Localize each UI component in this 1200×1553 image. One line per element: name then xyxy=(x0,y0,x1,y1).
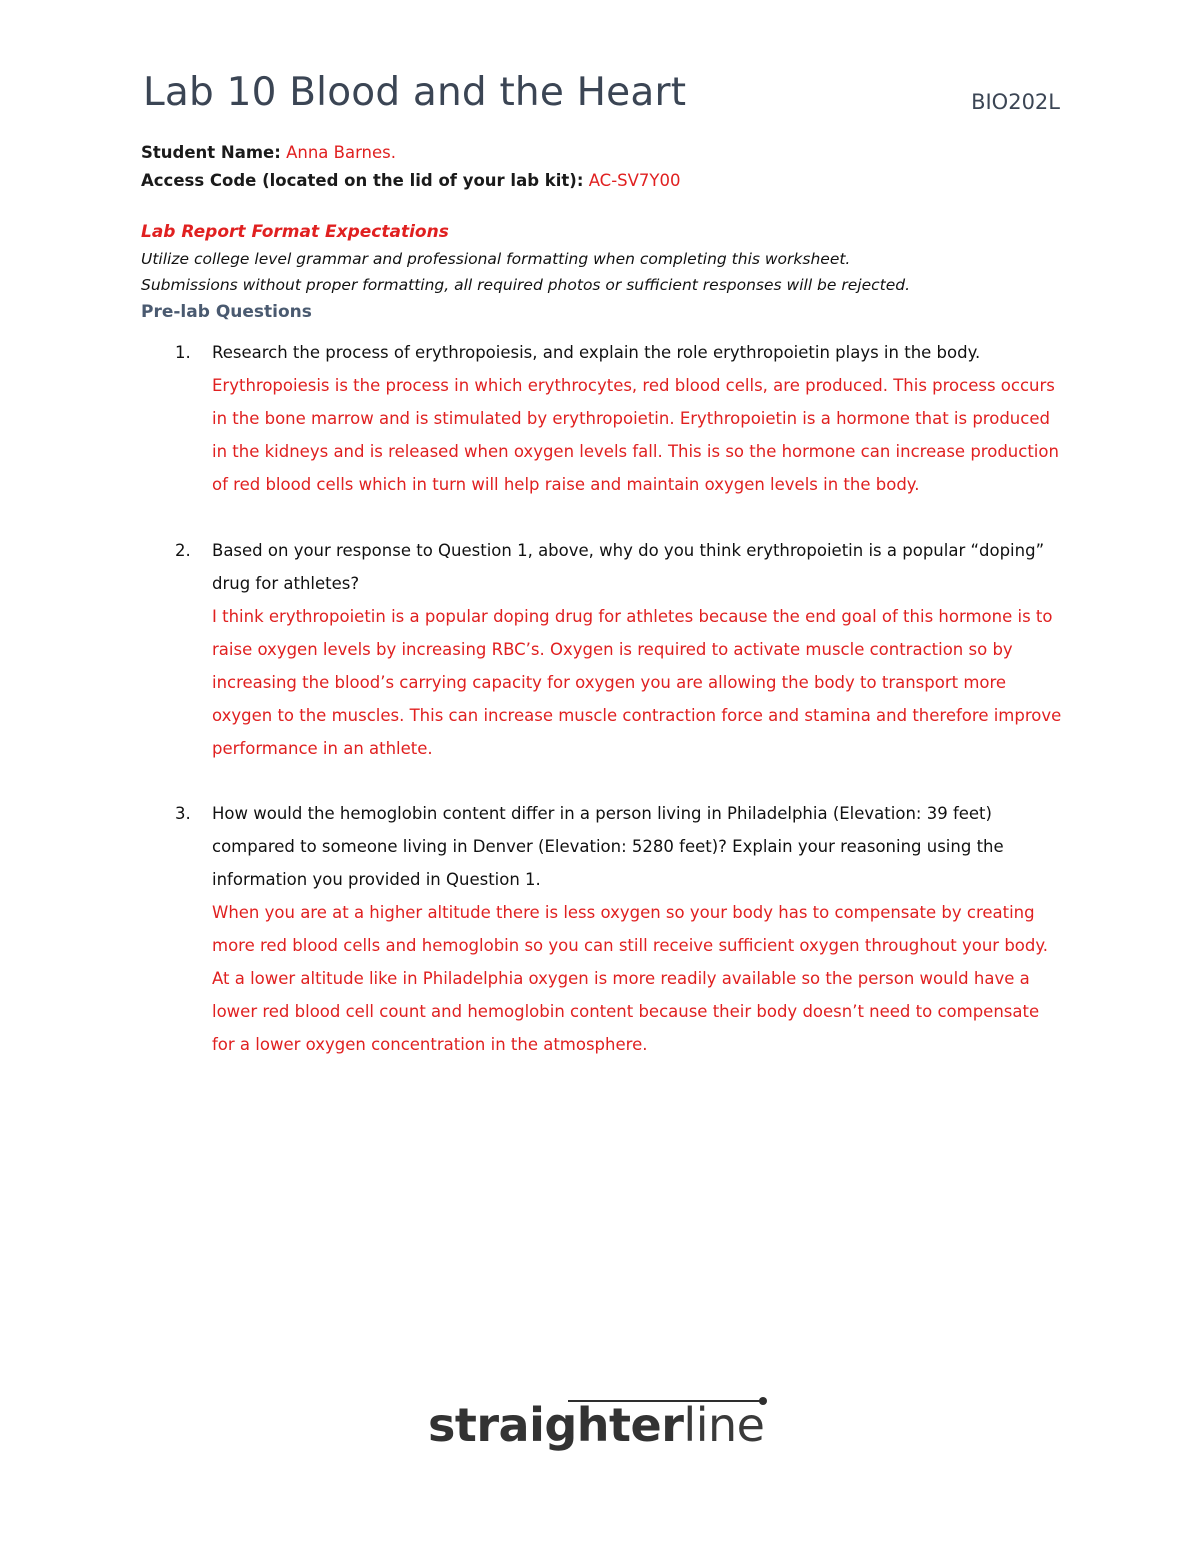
question-text: Based on your response to Question 1, above, why do you think erythropoietin is a popular “doping” drug for athletes? xyxy=(212,541,1045,593)
question-number: 2. xyxy=(175,541,191,560)
logo-light-text: line xyxy=(683,1398,765,1452)
straighterline-logo xyxy=(428,1396,768,1466)
prelab-heading: Pre-lab Questions xyxy=(141,302,312,322)
answer-text: Erythropoiesis is the process in which erythrocytes, red blood cells, are produced. This process occurs in the bone marrow and is stimulated by erythropoietin. Erythropoietin is a hormone that is produced in the kidneys and is released when oxygen levels fall. This is so the hormone can increase production of red blood cells which in turn will help raise and maintain oxygen levels in the body. xyxy=(212,376,1059,494)
access-code-value: AC-SV7Y00 xyxy=(588,171,681,190)
access-code-line xyxy=(141,171,681,190)
format-expectations-heading: Lab Report Format Expectations xyxy=(141,222,449,242)
title-row xyxy=(143,70,1060,126)
question-item xyxy=(175,336,1065,501)
question-item xyxy=(175,534,1065,765)
question-item xyxy=(175,797,1065,1061)
question-number: 3. xyxy=(175,804,191,823)
course-code: BIO202L xyxy=(971,90,1060,114)
access-code-label: Access Code (located on the lid of your lab kit): xyxy=(141,171,584,190)
student-name-value: Anna Barnes. xyxy=(286,143,397,162)
logo-bold-text: straighter xyxy=(428,1398,684,1452)
question-text: How would the hemoglobin content differ in a person living in Philadelphia (Elevation: 39 feet) compared to someone living in Denver (Elevation: 5280 feet)? Explain your reasoning using the information you provided in Question 1. xyxy=(212,804,1004,889)
student-name-label: Student Name: xyxy=(141,143,281,162)
student-name-line xyxy=(141,143,396,162)
answer-text: When you are at a higher altitude there is less oxygen so your body has to compensate by creating more red blood cells and hemoglobin so you can still receive sufficient oxygen throughout your body. At a lower altitude like in Philadelphia oxygen is more readily available so the person would have a lower red blood cell count and hemoglobin content because their body doesn’t need to compensate for a lower oxygen concentration in the atmosphere. xyxy=(212,903,1049,1054)
question-number: 1. xyxy=(175,343,191,362)
format-expectations-line: Submissions without proper formatting, all required photos or sufficient responses will be rejected. xyxy=(141,276,911,294)
logo-wordmark xyxy=(428,1398,764,1452)
question-text: Research the process of erythropoiesis, and explain the role erythropoietin plays in the body. xyxy=(212,343,981,362)
format-expectations-line: Utilize college level grammar and professional formatting when completing this worksheet. xyxy=(141,250,851,268)
page-title: Lab 10 Blood and the Heart xyxy=(143,70,687,115)
answer-text: I think erythropoietin is a popular doping drug for athletes because the end goal of this hormone is to raise oxygen levels by increasing RBC’s. Oxygen is required to activate muscle contraction so by increasing the blood’s carrying capacity for oxygen you are allowing the body to transport more oxygen to the muscles. This can increase muscle contraction force and stamina and therefore improve performance in an athlete. xyxy=(212,607,1062,758)
